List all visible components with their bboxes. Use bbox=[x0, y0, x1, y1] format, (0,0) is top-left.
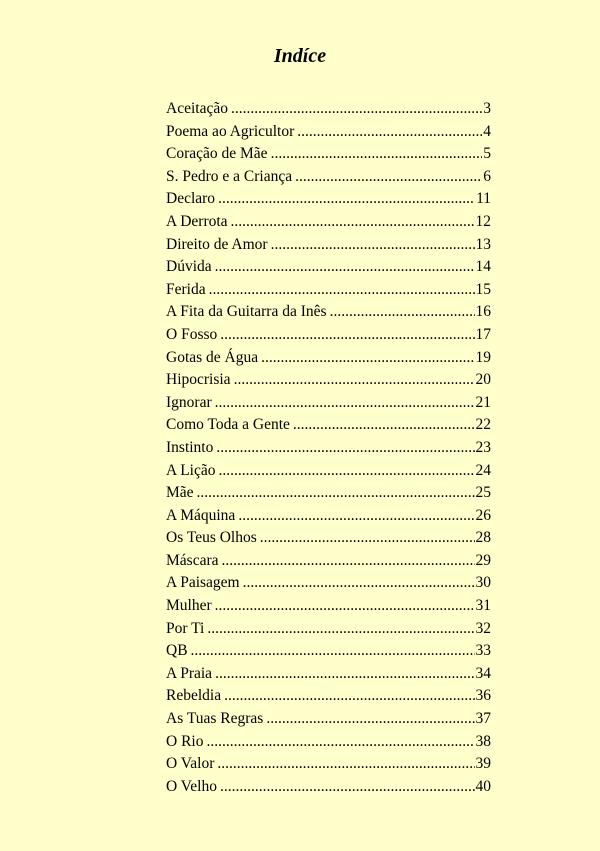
toc-entry[interactable] bbox=[166, 618, 491, 641]
toc-entry[interactable] bbox=[166, 776, 491, 799]
toc-entry[interactable] bbox=[166, 482, 491, 505]
toc-entry-title: O Rio bbox=[166, 732, 204, 750]
toc-entry-title: Mulher bbox=[166, 597, 212, 615]
toc-entry-title: O Velho bbox=[166, 777, 217, 795]
toc-entry-title: Rebeldia bbox=[166, 687, 222, 705]
toc-entry[interactable] bbox=[166, 392, 491, 415]
dot-leader bbox=[295, 166, 482, 189]
toc-entry-title: Poema ao Agricultor bbox=[166, 122, 295, 140]
dot-leader bbox=[293, 414, 475, 437]
toc-entry-page-number: 23 bbox=[475, 438, 491, 456]
toc-entry-title: Aceitação bbox=[166, 100, 228, 117]
toc-entry-page-number: 12 bbox=[475, 212, 491, 230]
toc-entry[interactable] bbox=[166, 753, 491, 776]
dot-leader bbox=[220, 324, 474, 347]
toc-entry-page-number: 13 bbox=[475, 235, 491, 253]
dot-leader bbox=[271, 143, 483, 166]
toc-entry-title: Mãe bbox=[166, 484, 194, 502]
dot-leader bbox=[330, 301, 475, 324]
toc-entry-page-number: 38 bbox=[475, 732, 491, 750]
toc-entry[interactable] bbox=[166, 211, 491, 234]
toc-entry-page-number: 37 bbox=[475, 710, 491, 728]
toc-entry[interactable] bbox=[166, 324, 491, 347]
toc-entry-title: O Valor bbox=[166, 755, 215, 773]
toc-entry-title: S. Pedro e a Criança bbox=[166, 167, 293, 185]
toc-entry-page-number: 17 bbox=[475, 325, 491, 343]
toc-entry[interactable] bbox=[166, 347, 491, 370]
toc-entry-title: Os Teus Olhos bbox=[166, 529, 257, 547]
toc-entry-title: A Lição bbox=[166, 461, 216, 479]
dot-leader bbox=[261, 347, 474, 370]
dot-leader bbox=[217, 753, 474, 776]
toc-entry-title: Máscara bbox=[166, 551, 219, 569]
dot-leader bbox=[206, 731, 474, 754]
toc-entry[interactable] bbox=[166, 279, 491, 302]
toc-entry-page-number: 5 bbox=[483, 145, 491, 163]
toc-entry-title: Hipocrisia bbox=[166, 371, 231, 389]
toc-entry-page-number: 36 bbox=[475, 687, 491, 705]
toc-entry[interactable] bbox=[166, 505, 491, 528]
toc-entry-title: Ignorar bbox=[166, 393, 212, 411]
toc-entry[interactable] bbox=[166, 572, 491, 595]
toc-entry[interactable] bbox=[166, 640, 491, 663]
toc-entry-page-number: 21 bbox=[475, 393, 491, 411]
dot-leader bbox=[209, 279, 475, 302]
toc-entry-title: Coração de Mãe bbox=[166, 145, 268, 163]
toc-entry-title: Direito de Amor bbox=[166, 235, 268, 253]
toc-entry-page-number: 16 bbox=[475, 303, 491, 321]
toc-entry[interactable] bbox=[166, 437, 491, 460]
toc-entry[interactable] bbox=[166, 256, 491, 279]
dot-leader bbox=[218, 188, 475, 211]
toc-entry-page-number: 32 bbox=[475, 619, 491, 637]
toc-entry-page-number: 29 bbox=[475, 551, 491, 569]
toc-entry-page-number: 19 bbox=[475, 348, 491, 366]
toc-entry-page-number: 24 bbox=[475, 461, 491, 479]
dot-leader bbox=[191, 640, 475, 663]
toc-entry-title: As Tuas Regras bbox=[166, 710, 264, 728]
toc-entry-page-number: 28 bbox=[475, 529, 491, 547]
toc-entry-title: Gotas de Água bbox=[166, 348, 259, 366]
table-of-contents bbox=[166, 98, 491, 798]
dot-leader bbox=[297, 121, 482, 144]
toc-entry-title: O Fosso bbox=[166, 325, 218, 343]
toc-entry-page-number: 6 bbox=[483, 167, 491, 185]
toc-entry-title: Por Ti bbox=[166, 619, 205, 637]
dot-leader bbox=[215, 595, 475, 618]
toc-entry[interactable] bbox=[166, 708, 491, 731]
dot-leader bbox=[215, 256, 475, 279]
dot-leader bbox=[215, 663, 474, 686]
toc-entry[interactable] bbox=[166, 685, 491, 708]
toc-entry-title: Como Toda a Gente bbox=[166, 416, 290, 434]
dot-leader bbox=[266, 708, 474, 731]
dot-leader bbox=[219, 460, 475, 483]
dot-leader bbox=[260, 527, 475, 550]
toc-entry[interactable] bbox=[166, 414, 491, 437]
toc-entry[interactable] bbox=[166, 595, 491, 618]
page-title: Indíce bbox=[273, 45, 327, 67]
toc-entry-page-number: 39 bbox=[475, 755, 491, 773]
toc-entry-title: Declaro bbox=[166, 190, 216, 208]
toc-entry-page-number: 4 bbox=[483, 122, 491, 140]
toc-entry[interactable] bbox=[166, 188, 491, 211]
toc-entry-title: A Paisagem bbox=[166, 574, 240, 592]
toc-entry-page-number: 31 bbox=[475, 597, 491, 615]
toc-entry-page-number: 20 bbox=[475, 371, 491, 389]
toc-entry[interactable] bbox=[166, 527, 491, 550]
dot-leader bbox=[238, 505, 474, 528]
dot-leader bbox=[243, 572, 475, 595]
toc-entry[interactable] bbox=[166, 143, 491, 166]
dot-leader bbox=[234, 369, 475, 392]
toc-entry-page-number: 15 bbox=[475, 280, 491, 298]
toc-entry-title: Dúvida bbox=[166, 258, 212, 276]
toc-entry[interactable] bbox=[166, 460, 491, 483]
toc-entry[interactable] bbox=[166, 301, 491, 324]
toc-entry-title: QB bbox=[166, 642, 188, 660]
dot-leader bbox=[220, 776, 475, 799]
toc-entry[interactable] bbox=[166, 731, 491, 754]
toc-entry-page-number: 3 bbox=[483, 100, 491, 117]
toc-entry[interactable] bbox=[166, 234, 491, 257]
toc-entry-page-number: 11 bbox=[476, 190, 491, 208]
dot-leader bbox=[222, 550, 475, 573]
toc-entry[interactable] bbox=[166, 121, 491, 144]
dot-leader bbox=[271, 234, 475, 257]
toc-entry[interactable] bbox=[166, 98, 491, 121]
toc-entry[interactable] bbox=[166, 550, 491, 573]
toc-entry-title: A Praia bbox=[166, 664, 213, 682]
toc-entry[interactable] bbox=[166, 663, 491, 686]
toc-entry-page-number: 22 bbox=[475, 416, 491, 434]
toc-entry-page-number: 14 bbox=[475, 258, 491, 276]
toc-entry-page-number: 25 bbox=[475, 484, 491, 502]
dot-leader bbox=[215, 392, 475, 415]
toc-entry[interactable] bbox=[166, 369, 491, 392]
toc-entry-title: Ferida bbox=[166, 280, 206, 298]
dot-leader bbox=[197, 482, 475, 505]
toc-entry-title: A Derrota bbox=[166, 212, 228, 230]
toc-entry-title: A Fita da Guitarra da Inês bbox=[166, 303, 327, 321]
toc-entry[interactable] bbox=[166, 166, 491, 189]
dot-leader bbox=[231, 211, 475, 234]
toc-entry-title: Instinto bbox=[166, 438, 214, 456]
dot-leader bbox=[216, 437, 474, 460]
toc-entry-page-number: 33 bbox=[475, 642, 491, 660]
toc-entry-page-number: 30 bbox=[475, 574, 491, 592]
toc-entry-page-number: 26 bbox=[475, 506, 491, 524]
dot-leader bbox=[207, 618, 474, 641]
toc-entry-title: A Máquina bbox=[166, 506, 236, 524]
toc-entry-page-number: 34 bbox=[475, 664, 491, 682]
toc-entry-page-number: 40 bbox=[475, 777, 491, 795]
dot-leader bbox=[224, 685, 474, 708]
dot-leader bbox=[231, 98, 482, 121]
